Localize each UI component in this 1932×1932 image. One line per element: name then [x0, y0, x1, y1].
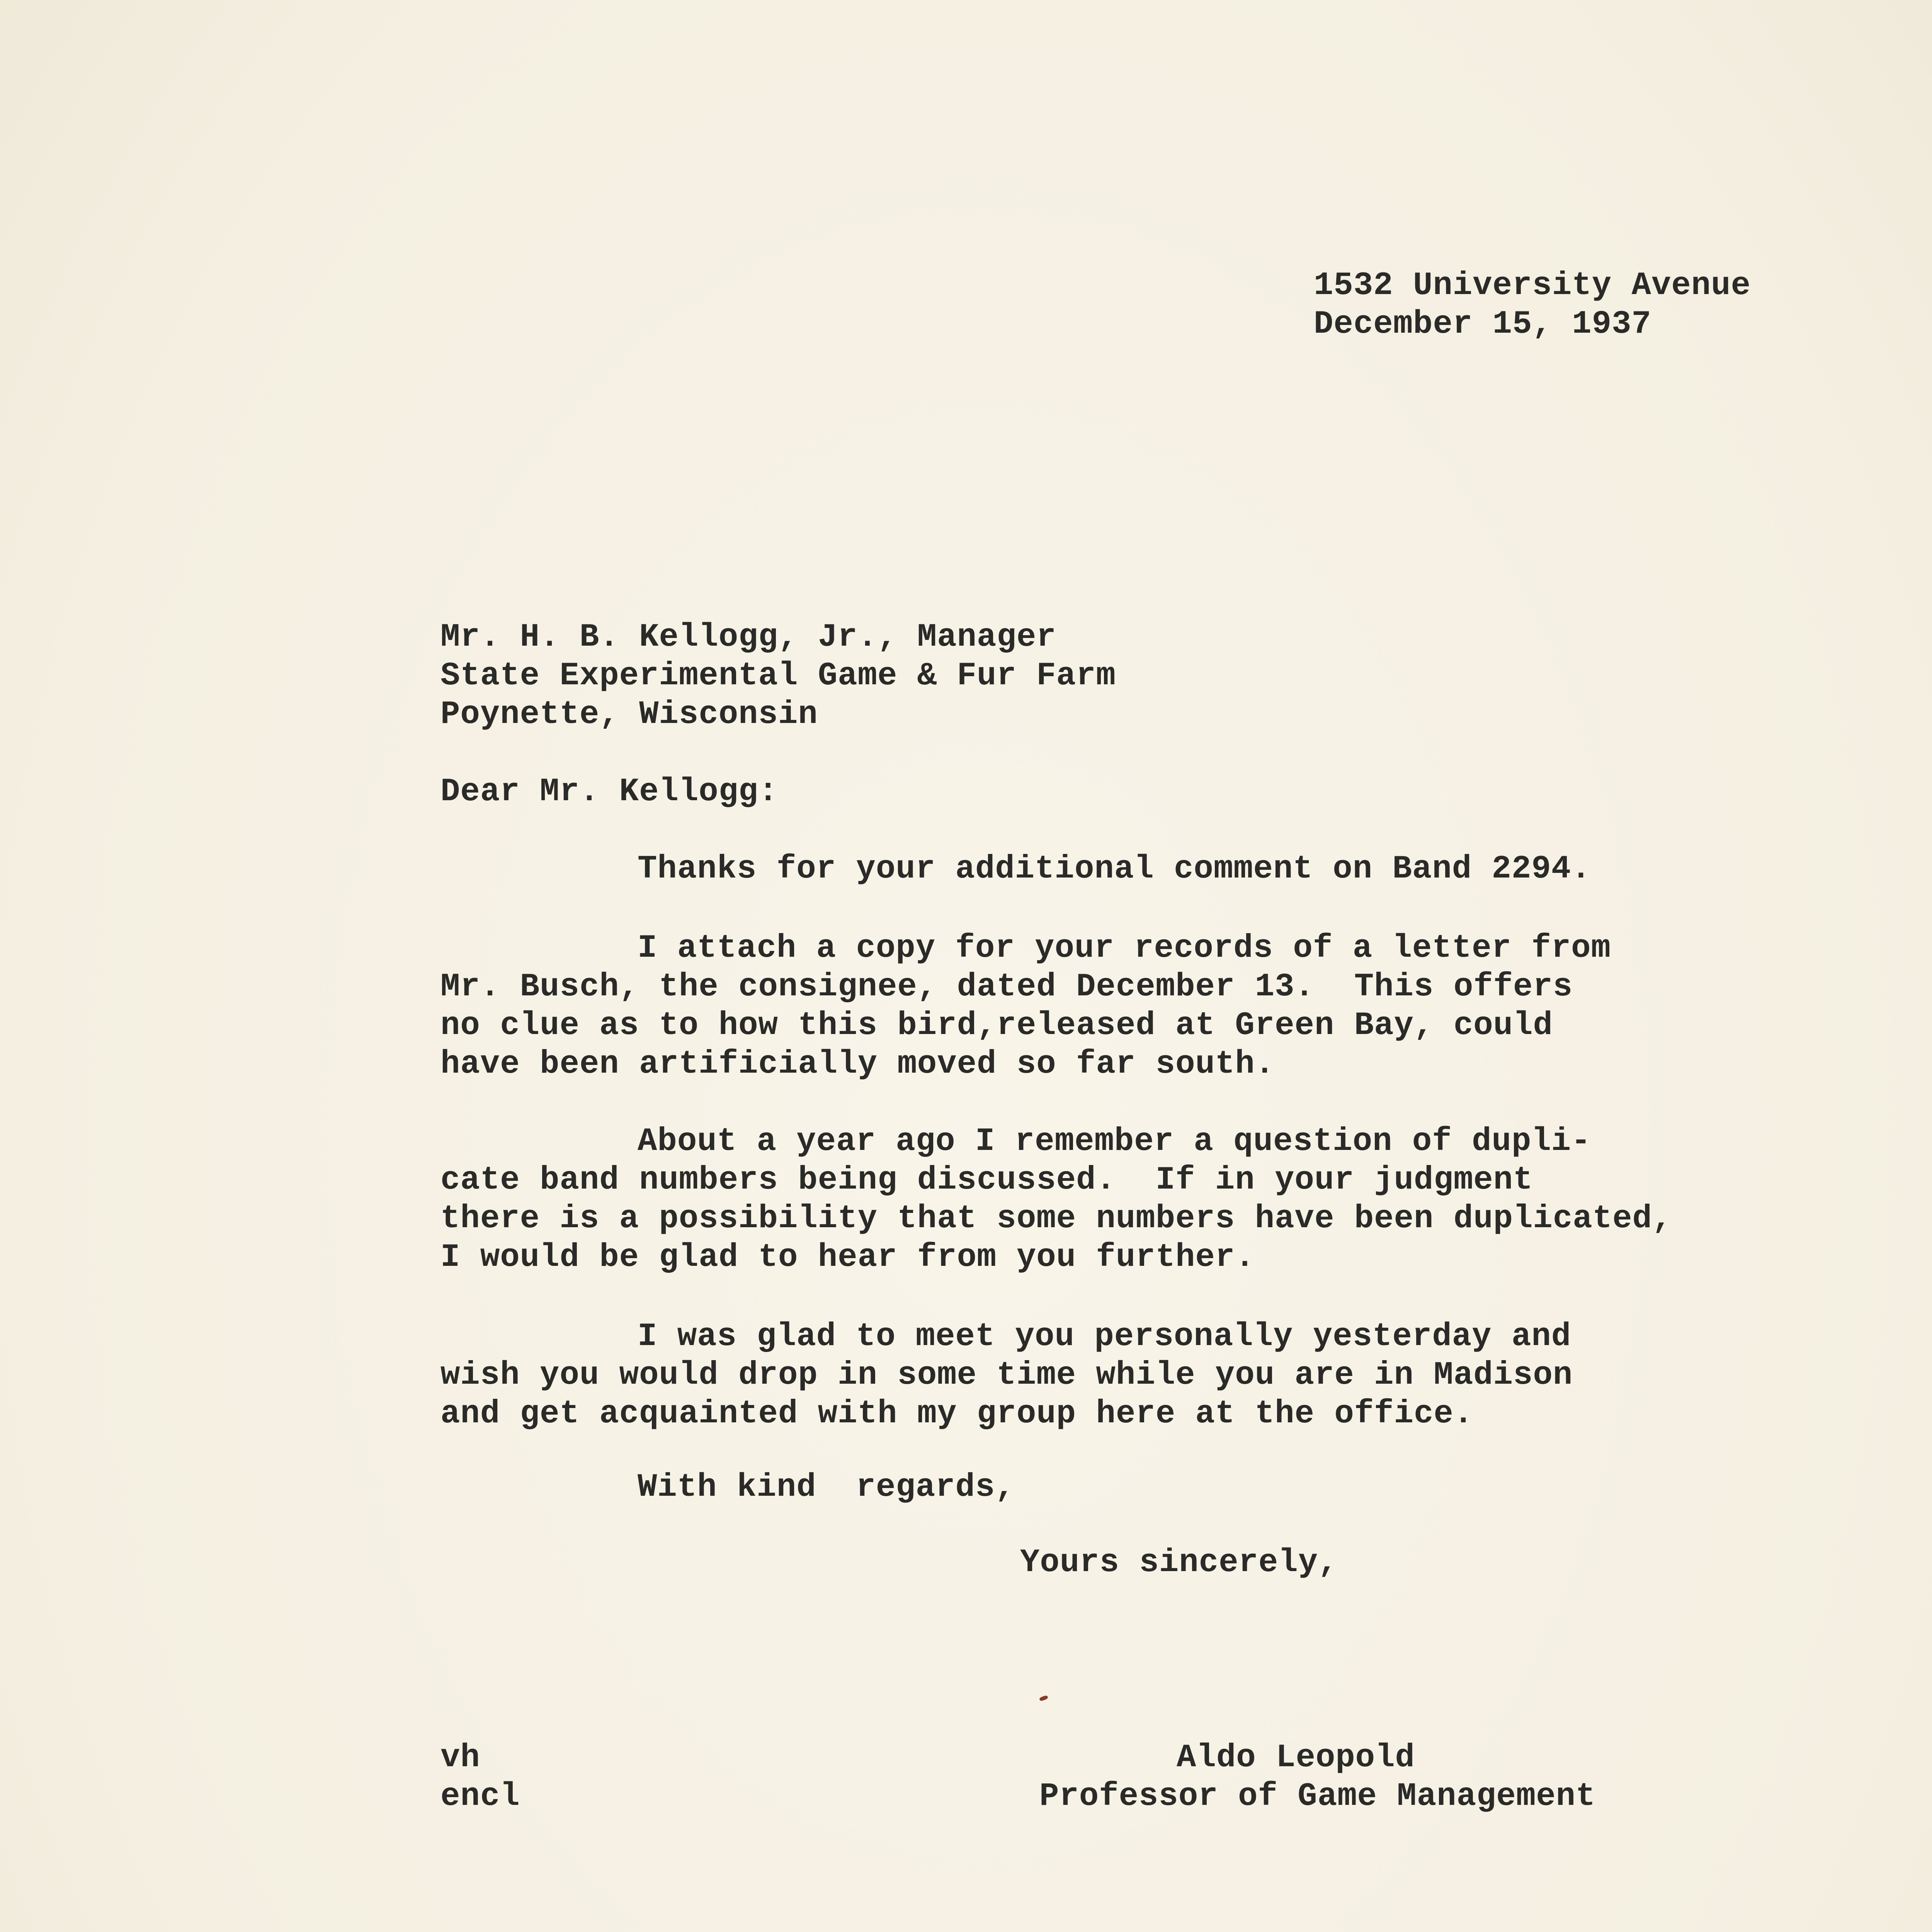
typist-initials: vh [440, 1740, 480, 1776]
paragraph-2-line: I attach a copy for your records of a letter from [638, 930, 1611, 967]
paragraph-4-line: wish you would drop in some time while you are in Madison [440, 1357, 1573, 1394]
paragraph-2-line: no clue as to how this bird,released at Green Bay, could [440, 1007, 1553, 1044]
sender-address: 1532 University Avenue [1314, 267, 1751, 304]
salutation: Dear Mr. Kellogg: [440, 774, 778, 810]
closing: Yours sincerely, [1020, 1544, 1338, 1581]
recipient-location: Poynette, Wisconsin [440, 696, 818, 733]
paragraph-2-line: have been artificially moved so far south. [440, 1046, 1275, 1083]
paragraph-4-line: and get acquainted with my group here at the office. [440, 1396, 1474, 1432]
signatory-title: Professor of Game Management [1039, 1778, 1596, 1815]
letter-date: December 15, 1937 [1314, 306, 1651, 343]
paragraph-3-line: About a year ago I remember a question of dupli- [638, 1123, 1591, 1160]
signatory-name: Aldo Leopold [1177, 1740, 1415, 1776]
recipient-name: Mr. H. B. Kellogg, Jr., Manager [440, 619, 1056, 656]
paragraph-1-line: Thanks for your additional comment on Band 2294. [638, 851, 1591, 888]
paragraph-3-line: there is a possibility that some numbers have been duplicated, [440, 1201, 1672, 1237]
enclosure-note: encl [440, 1778, 520, 1815]
paragraph-2-line: Mr. Busch, the consignee, dated December 13. This offers [440, 969, 1573, 1005]
paragraph-3-line: I would be glad to hear from you further. [440, 1239, 1255, 1276]
recipient-organization: State Experimental Game & Fur Farm [440, 658, 1116, 694]
paragraph-3-line: cate band numbers being discussed. If in your judgment [440, 1162, 1533, 1199]
regards-line: With kind regards, [638, 1469, 1015, 1506]
ink-mark [1039, 1695, 1048, 1702]
paragraph-4-line: I was glad to meet you personally yesterday and [638, 1318, 1571, 1355]
